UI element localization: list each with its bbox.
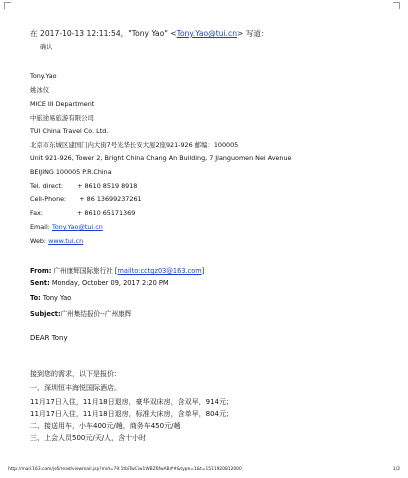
- from-value: 广州康辉国际旅行社 [: [53, 267, 118, 275]
- forward-from-row: [30, 265, 204, 275]
- fax-value: + 8610 65171369: [77, 209, 136, 217]
- signature-name-cn: 姚冰仪: [30, 86, 50, 94]
- signature-fax-row: [30, 209, 135, 217]
- body-line-3: 11月17日入住，11月18日退房，豪华双床房，含双早，914元；: [30, 398, 233, 406]
- email-label: Email:: [30, 223, 50, 231]
- forward-sent-row: [30, 279, 169, 287]
- cell-value: + 86 13699237261: [79, 195, 142, 203]
- page-border-marks: [0, 0, 400, 10]
- quote-intro-prefix: 在 2017-10-13 12:11:54，"Tony Yao" <: [30, 29, 177, 38]
- sent-value: Monday, October 09, 2017 2:20 PM: [51, 279, 169, 287]
- body-line-1: 接到您的需求，以下是报价：: [30, 370, 121, 378]
- signature-name: Tony.Yao: [30, 72, 57, 80]
- subject-value: 广州集结报价--广州康辉: [60, 310, 132, 318]
- footer-url: http://mail.163.com/js6/read/viewmail.jsp?mid=79:1tbiTwCiw1WBZ6fwAB##&type=1&t=1511920812000: [8, 467, 242, 472]
- subject-label: Subject:: [30, 310, 61, 318]
- greeting: DEAR Tony: [30, 334, 68, 342]
- quote-intro: [30, 28, 269, 39]
- web-label: Web:: [30, 237, 47, 245]
- from-end: ]: [201, 267, 205, 275]
- signature-address-cn: 北京市东城区建国门内大街7号光华长安大厦2座921-926 邮编：100005: [30, 141, 239, 149]
- body-line-4: 11月17日入住，11月18日退房，标准大床房，含单早，804元；: [30, 410, 233, 418]
- footer-page-number: 1/2: [392, 467, 400, 472]
- fax-label: Fax:: [30, 209, 43, 217]
- top-left-crop-mark: [4, 2, 11, 9]
- signature-address-en: Unit 921-926, Tower 2, Bright China Chang An Building, 7 Jianguomen Nei Avenue: [30, 154, 292, 162]
- quote-intro-suffix: > 写道：: [237, 29, 269, 38]
- tel-label: Tel. direct:: [30, 182, 64, 190]
- top-right-crop-mark: [393, 2, 400, 9]
- from-label: From:: [30, 267, 52, 275]
- tel-value: + 8610 8519 8918: [77, 182, 138, 190]
- sent-label: Sent:: [30, 279, 50, 287]
- signature-cell-row: [30, 195, 142, 203]
- signature-company-en: TUI China Travel Co. Ltd.: [30, 127, 109, 135]
- confirm-text: 确认: [40, 44, 53, 51]
- signature-city: BEIJING 100005 P.R.China: [30, 168, 112, 176]
- signature-tel-row: [30, 182, 137, 190]
- to-label: To:: [30, 294, 41, 302]
- signature-email-row: [30, 223, 103, 231]
- signature-web-link[interactable]: www.tui.cn: [48, 237, 84, 245]
- body-line-2: 一、深圳恒丰海悦国际酒店。: [30, 384, 121, 392]
- signature-department: MICE III Department: [30, 100, 95, 108]
- quote-intro-email-link[interactable]: Tony.Yao@tui.cn: [176, 29, 238, 38]
- to-value: Tony Yao: [42, 294, 72, 302]
- from-mailto-link[interactable]: mailto:cctgz03@163.com: [117, 267, 202, 275]
- body-line-6: 三、上会人员500元/天/人，含十小时: [30, 434, 147, 442]
- body-line-5: 二、接送用车，小车400元/趟，商务车450元/趟: [30, 422, 181, 430]
- signature-company-cn: 中旅途易旅游有限公司: [30, 114, 94, 122]
- forward-to-row: [30, 294, 71, 302]
- signature-web-row: [30, 237, 83, 245]
- forward-subject-row: [30, 308, 131, 318]
- signature-email-link[interactable]: Tony.Yao@tui.cn: [51, 223, 103, 231]
- cell-label: Cell-Phone:: [30, 195, 67, 203]
